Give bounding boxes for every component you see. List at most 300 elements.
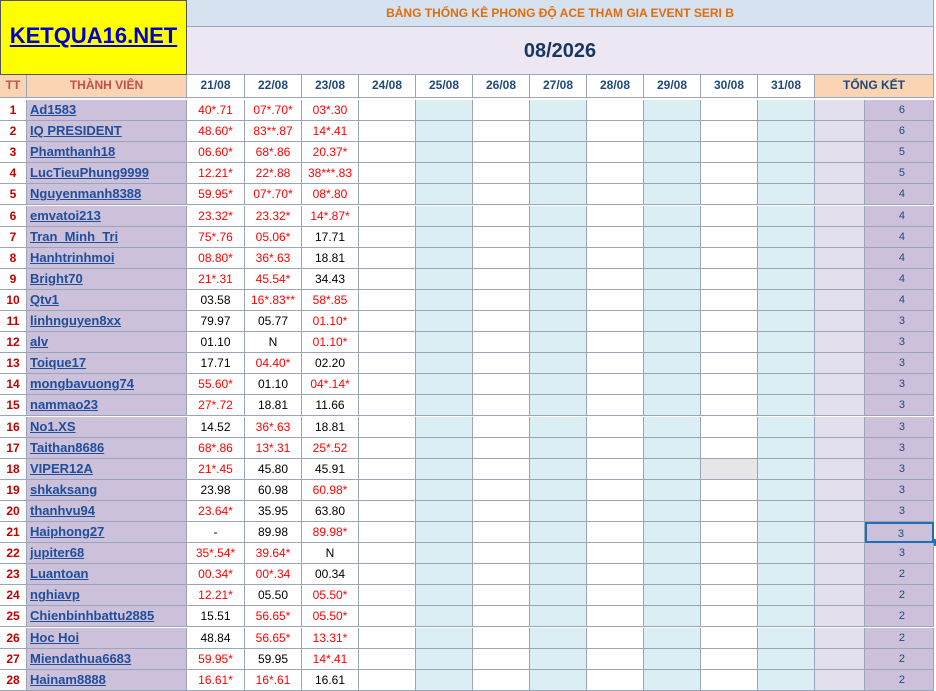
empty-cell[interactable] — [530, 142, 587, 163]
empty-cell[interactable] — [701, 353, 758, 374]
empty-cell[interactable] — [758, 543, 815, 564]
empty-cell[interactable] — [473, 163, 530, 184]
empty-cell[interactable] — [416, 480, 473, 501]
empty-cell[interactable] — [758, 374, 815, 395]
member-link[interactable]: Ad1583 — [30, 102, 77, 117]
total-score[interactable]: 3 — [865, 311, 934, 332]
result-cell[interactable]: 34.43 — [302, 269, 359, 290]
empty-cell[interactable] — [416, 269, 473, 290]
empty-cell[interactable] — [359, 332, 416, 353]
empty-cell[interactable] — [359, 353, 416, 374]
member-name[interactable] — [27, 459, 187, 480]
total-score[interactable]: 3 — [865, 480, 934, 501]
result-cell[interactable]: 01.10* — [302, 311, 359, 332]
empty-cell[interactable] — [701, 395, 758, 416]
empty-cell[interactable] — [758, 480, 815, 501]
member-link[interactable]: Luantoan — [30, 566, 89, 582]
total-score[interactable]: 5 — [865, 142, 934, 163]
total-blank-cell[interactable] — [815, 564, 865, 585]
empty-cell[interactable] — [644, 522, 701, 543]
empty-cell[interactable] — [758, 628, 815, 649]
member-link[interactable]: nghiavp — [30, 587, 80, 603]
total-score[interactable]: 3 — [865, 417, 934, 438]
result-cell[interactable]: 12.21* — [187, 163, 245, 184]
result-cell[interactable]: 45.80 — [245, 459, 302, 480]
member-link[interactable]: Qtv1 — [30, 291, 59, 307]
empty-cell[interactable] — [359, 606, 416, 627]
result-cell[interactable]: 21*.45 — [187, 459, 245, 480]
empty-cell[interactable] — [644, 564, 701, 585]
empty-cell[interactable] — [701, 121, 758, 142]
result-cell[interactable]: 48.60* — [187, 121, 245, 142]
member-link[interactable]: thanhvu94 — [30, 502, 96, 518]
result-cell[interactable]: 14.52 — [187, 417, 245, 438]
result-cell[interactable]: 17.71 — [302, 227, 359, 248]
member-name[interactable] — [27, 438, 187, 459]
empty-cell[interactable] — [587, 670, 644, 691]
empty-cell[interactable] — [530, 184, 587, 205]
member-link[interactable]: LucTieuPhung9999 — [30, 165, 149, 181]
empty-cell[interactable] — [416, 395, 473, 416]
total-blank-cell[interactable] — [815, 332, 865, 353]
result-cell[interactable]: 48.84 — [187, 628, 245, 649]
empty-cell[interactable] — [530, 417, 587, 438]
total-score[interactable]: 4 — [865, 227, 934, 248]
empty-cell[interactable] — [587, 438, 644, 459]
member-name[interactable] — [27, 269, 187, 290]
empty-cell[interactable] — [644, 417, 701, 438]
empty-cell[interactable] — [416, 142, 473, 163]
total-score[interactable]: 6 — [865, 100, 934, 121]
result-cell[interactable]: 05.50* — [302, 585, 359, 606]
empty-cell[interactable] — [701, 248, 758, 269]
empty-cell[interactable] — [473, 269, 530, 290]
result-cell[interactable]: 23.32* — [245, 206, 302, 227]
result-cell[interactable]: 68*.86 — [187, 438, 245, 459]
empty-cell[interactable] — [416, 332, 473, 353]
member-link[interactable]: linhnguyen8xx — [30, 313, 122, 328]
member-name[interactable] — [27, 290, 187, 311]
total-score[interactable]: 2 — [865, 628, 934, 649]
member-name[interactable] — [27, 206, 187, 227]
empty-cell[interactable] — [416, 290, 473, 311]
result-cell[interactable]: 05.77 — [245, 311, 302, 332]
empty-cell[interactable] — [701, 290, 758, 311]
empty-cell[interactable] — [644, 332, 701, 353]
member-name[interactable] — [27, 417, 187, 438]
total-blank-cell[interactable] — [815, 142, 865, 163]
empty-cell[interactable] — [359, 417, 416, 438]
member-link[interactable]: nammao23 — [30, 397, 98, 413]
empty-cell[interactable] — [359, 227, 416, 248]
member-link[interactable]: No1.XS — [30, 418, 76, 434]
empty-cell[interactable] — [644, 227, 701, 248]
member-link[interactable]: Hoc Hoi — [30, 629, 80, 645]
result-cell[interactable]: 79.97 — [187, 311, 245, 332]
empty-cell[interactable] — [644, 606, 701, 627]
empty-cell[interactable] — [587, 332, 644, 353]
total-blank-cell[interactable] — [815, 628, 865, 649]
member-link[interactable]: jupiter68 — [30, 545, 85, 561]
empty-cell[interactable] — [587, 290, 644, 311]
member-name[interactable] — [27, 100, 187, 121]
result-cell[interactable]: 04*.14* — [302, 374, 359, 395]
total-blank-cell[interactable] — [815, 480, 865, 501]
result-cell[interactable]: 15.51 — [187, 606, 245, 627]
member-link[interactable]: Toique17 — [30, 355, 87, 371]
empty-cell[interactable] — [530, 585, 587, 606]
empty-cell[interactable] — [530, 480, 587, 501]
result-cell[interactable]: 59.95 — [245, 649, 302, 670]
member-link[interactable]: Nguyenmanh8388 — [30, 186, 142, 202]
member-name[interactable] — [27, 121, 187, 142]
total-score[interactable]: 3 — [865, 522, 934, 543]
empty-cell[interactable] — [473, 543, 530, 564]
empty-cell[interactable] — [473, 290, 530, 311]
empty-cell[interactable] — [587, 522, 644, 543]
result-cell[interactable]: 08*.80 — [302, 184, 359, 205]
empty-cell[interactable] — [701, 480, 758, 501]
empty-cell[interactable] — [758, 564, 815, 585]
empty-cell[interactable] — [644, 585, 701, 606]
member-name[interactable] — [27, 628, 187, 649]
empty-cell[interactable] — [701, 332, 758, 353]
empty-cell[interactable] — [359, 649, 416, 670]
empty-cell[interactable] — [530, 290, 587, 311]
empty-cell[interactable] — [644, 269, 701, 290]
empty-cell[interactable] — [359, 184, 416, 205]
member-name[interactable] — [27, 163, 187, 184]
member-link[interactable]: Phamthanh18 — [30, 144, 116, 160]
empty-cell[interactable] — [530, 395, 587, 416]
empty-cell[interactable] — [587, 417, 644, 438]
member-name[interactable] — [27, 543, 187, 564]
total-blank-cell[interactable] — [815, 269, 865, 290]
result-cell[interactable]: 39.64* — [245, 543, 302, 564]
empty-cell[interactable] — [644, 501, 701, 522]
result-cell[interactable]: 16*.61 — [245, 670, 302, 691]
empty-cell[interactable] — [530, 332, 587, 353]
empty-cell[interactable] — [473, 121, 530, 142]
empty-cell[interactable] — [758, 290, 815, 311]
total-blank-cell[interactable] — [815, 649, 865, 670]
member-name[interactable] — [27, 670, 187, 691]
total-score[interactable]: 3 — [865, 501, 934, 522]
empty-cell[interactable] — [758, 142, 815, 163]
empty-cell[interactable] — [359, 459, 416, 480]
empty-cell[interactable] — [416, 311, 473, 332]
empty-cell[interactable] — [416, 585, 473, 606]
empty-cell[interactable] — [758, 227, 815, 248]
result-cell[interactable]: 16*.83** — [245, 290, 302, 311]
member-name[interactable] — [27, 374, 187, 395]
empty-cell[interactable] — [644, 543, 701, 564]
empty-cell[interactable] — [587, 311, 644, 332]
empty-cell[interactable] — [530, 649, 587, 670]
empty-cell[interactable] — [758, 585, 815, 606]
empty-cell[interactable] — [587, 100, 644, 121]
empty-cell[interactable] — [701, 649, 758, 670]
member-link[interactable]: Bright70 — [30, 270, 83, 286]
total-score[interactable]: 3 — [865, 543, 934, 564]
empty-cell[interactable] — [416, 501, 473, 522]
empty-cell[interactable] — [359, 290, 416, 311]
empty-cell[interactable] — [530, 206, 587, 227]
member-name[interactable] — [27, 353, 187, 374]
empty-cell[interactable] — [758, 269, 815, 290]
result-cell[interactable]: 18.81 — [302, 417, 359, 438]
empty-cell[interactable] — [359, 269, 416, 290]
member-name[interactable] — [27, 332, 187, 353]
result-cell[interactable]: 16.61* — [187, 670, 245, 691]
total-blank-cell[interactable] — [815, 100, 865, 121]
empty-cell[interactable] — [530, 121, 587, 142]
total-blank-cell[interactable] — [815, 438, 865, 459]
empty-cell[interactable] — [587, 142, 644, 163]
result-cell[interactable]: 20.37* — [302, 142, 359, 163]
total-blank-cell[interactable] — [815, 417, 865, 438]
empty-cell[interactable] — [473, 184, 530, 205]
empty-cell[interactable] — [473, 311, 530, 332]
total-blank-cell[interactable] — [815, 459, 865, 480]
empty-cell[interactable] — [587, 459, 644, 480]
result-cell[interactable]: 60.98 — [245, 480, 302, 501]
empty-cell[interactable] — [530, 459, 587, 480]
empty-cell[interactable] — [530, 606, 587, 627]
result-cell[interactable]: 18.81 — [302, 248, 359, 269]
total-score[interactable]: 2 — [865, 606, 934, 627]
empty-cell[interactable] — [359, 248, 416, 269]
result-cell[interactable]: 27*.72 — [187, 395, 245, 416]
total-score[interactable]: 3 — [865, 459, 934, 480]
member-name[interactable] — [27, 142, 187, 163]
total-score[interactable]: 4 — [865, 206, 934, 227]
result-cell[interactable]: 38***.83 — [302, 163, 359, 184]
empty-cell[interactable] — [359, 374, 416, 395]
empty-cell[interactable] — [473, 248, 530, 269]
empty-cell[interactable] — [473, 438, 530, 459]
member-name[interactable] — [27, 311, 187, 332]
total-blank-cell[interactable] — [815, 606, 865, 627]
empty-cell[interactable] — [530, 311, 587, 332]
empty-cell[interactable] — [701, 311, 758, 332]
result-cell[interactable]: 14*.41 — [302, 649, 359, 670]
total-score[interactable]: 3 — [865, 438, 934, 459]
empty-cell[interactable] — [473, 395, 530, 416]
empty-cell[interactable] — [473, 374, 530, 395]
empty-cell[interactable] — [701, 374, 758, 395]
result-cell[interactable]: 03.58 — [187, 290, 245, 311]
empty-cell[interactable] — [359, 522, 416, 543]
result-cell[interactable]: 23.64* — [187, 501, 245, 522]
total-blank-cell[interactable] — [815, 395, 865, 416]
member-link[interactable]: mongbavuong74 — [30, 376, 135, 392]
empty-cell[interactable] — [644, 353, 701, 374]
empty-cell[interactable] — [644, 628, 701, 649]
result-cell[interactable]: 12.21* — [187, 585, 245, 606]
empty-cell[interactable] — [587, 269, 644, 290]
empty-cell[interactable] — [701, 100, 758, 121]
total-score[interactable]: 3 — [865, 395, 934, 416]
result-cell[interactable]: - — [187, 522, 245, 543]
empty-cell[interactable] — [587, 628, 644, 649]
empty-cell[interactable] — [530, 227, 587, 248]
empty-cell[interactable] — [473, 649, 530, 670]
total-blank-cell[interactable] — [815, 585, 865, 606]
empty-cell[interactable] — [587, 121, 644, 142]
empty-cell[interactable] — [359, 585, 416, 606]
empty-cell[interactable] — [473, 501, 530, 522]
empty-cell[interactable] — [530, 353, 587, 374]
empty-cell[interactable] — [644, 311, 701, 332]
empty-cell[interactable] — [530, 522, 587, 543]
empty-cell[interactable] — [587, 184, 644, 205]
empty-cell[interactable] — [416, 543, 473, 564]
total-blank-cell[interactable] — [815, 227, 865, 248]
total-score[interactable]: 2 — [865, 585, 934, 606]
site-logo[interactable] — [0, 0, 187, 75]
result-cell[interactable]: 89.98* — [302, 522, 359, 543]
member-link[interactable]: IQ PRESIDENT — [30, 123, 122, 139]
empty-cell[interactable] — [587, 564, 644, 585]
total-score[interactable]: 3 — [865, 353, 934, 374]
empty-cell[interactable] — [416, 184, 473, 205]
member-link[interactable]: Tran_Minh_Tri — [30, 228, 119, 244]
empty-cell[interactable] — [530, 100, 587, 121]
empty-cell[interactable] — [359, 501, 416, 522]
result-cell[interactable]: 05.50 — [245, 585, 302, 606]
empty-cell[interactable] — [701, 142, 758, 163]
empty-cell[interactable] — [416, 163, 473, 184]
empty-cell[interactable] — [758, 606, 815, 627]
empty-cell[interactable] — [701, 628, 758, 649]
empty-cell[interactable] — [416, 459, 473, 480]
empty-cell[interactable] — [701, 269, 758, 290]
empty-cell[interactable] — [758, 417, 815, 438]
empty-cell[interactable] — [359, 480, 416, 501]
empty-cell[interactable] — [758, 353, 815, 374]
result-cell[interactable]: 17.71 — [187, 353, 245, 374]
result-cell[interactable]: 35*.54* — [187, 543, 245, 564]
result-cell[interactable]: 13.31* — [302, 628, 359, 649]
empty-cell[interactable] — [359, 100, 416, 121]
total-blank-cell[interactable] — [815, 206, 865, 227]
total-score[interactable]: 4 — [865, 248, 934, 269]
empty-cell[interactable] — [416, 628, 473, 649]
total-score[interactable]: 4 — [865, 184, 934, 205]
empty-cell[interactable] — [587, 480, 644, 501]
empty-cell[interactable] — [758, 522, 815, 543]
empty-cell[interactable] — [644, 649, 701, 670]
empty-cell[interactable] — [473, 353, 530, 374]
total-blank-cell[interactable] — [815, 374, 865, 395]
result-cell[interactable]: 45.54* — [245, 269, 302, 290]
result-cell[interactable]: 25*.52 — [302, 438, 359, 459]
result-cell[interactable]: 06.60* — [187, 142, 245, 163]
empty-cell[interactable] — [701, 438, 758, 459]
empty-cell[interactable] — [587, 501, 644, 522]
empty-cell[interactable] — [530, 374, 587, 395]
empty-cell[interactable] — [416, 417, 473, 438]
empty-cell[interactable] — [473, 459, 530, 480]
empty-cell[interactable] — [644, 121, 701, 142]
result-cell[interactable]: 01.10 — [245, 374, 302, 395]
result-cell[interactable]: 22*.88 — [245, 163, 302, 184]
result-cell[interactable]: 45.91 — [302, 459, 359, 480]
member-name[interactable] — [27, 248, 187, 269]
empty-cell[interactable] — [416, 206, 473, 227]
result-cell[interactable]: 00.34* — [187, 564, 245, 585]
empty-cell[interactable] — [473, 564, 530, 585]
empty-cell[interactable] — [587, 543, 644, 564]
empty-cell[interactable] — [587, 353, 644, 374]
result-cell[interactable]: 16.61 — [302, 670, 359, 691]
total-score[interactable]: 4 — [865, 269, 934, 290]
total-score[interactable]: 4 — [865, 290, 934, 311]
member-link[interactable]: Hainam8888 — [30, 671, 106, 687]
member-name[interactable] — [27, 564, 187, 585]
result-cell[interactable]: 05.50* — [302, 606, 359, 627]
member-name[interactable] — [27, 585, 187, 606]
result-cell[interactable]: 63.80 — [302, 501, 359, 522]
result-cell[interactable]: 36*.63 — [245, 248, 302, 269]
empty-cell[interactable] — [359, 564, 416, 585]
member-link[interactable]: VIPER12A — [30, 460, 93, 476]
result-cell[interactable]: 58*.85 — [302, 290, 359, 311]
total-blank-cell[interactable] — [815, 543, 865, 564]
result-cell[interactable]: 01.10* — [302, 332, 359, 353]
result-cell[interactable]: 59.95* — [187, 649, 245, 670]
result-cell[interactable]: 60.98* — [302, 480, 359, 501]
empty-cell[interactable] — [473, 142, 530, 163]
empty-cell[interactable] — [530, 670, 587, 691]
member-link[interactable]: alv — [30, 334, 49, 350]
empty-cell[interactable] — [530, 163, 587, 184]
empty-cell[interactable] — [644, 395, 701, 416]
total-score[interactable]: 5 — [865, 163, 934, 184]
result-cell[interactable]: 03*.30 — [302, 100, 359, 121]
member-name[interactable] — [27, 606, 187, 627]
empty-cell[interactable] — [473, 522, 530, 543]
result-cell[interactable]: 55.60* — [187, 374, 245, 395]
total-blank-cell[interactable] — [815, 121, 865, 142]
total-score[interactable]: 6 — [865, 121, 934, 142]
empty-cell[interactable] — [587, 163, 644, 184]
total-blank-cell[interactable] — [815, 353, 865, 374]
total-blank-cell[interactable] — [815, 248, 865, 269]
empty-cell[interactable] — [587, 395, 644, 416]
empty-cell[interactable] — [758, 649, 815, 670]
total-blank-cell[interactable] — [815, 163, 865, 184]
empty-cell[interactable] — [416, 438, 473, 459]
result-cell[interactable]: 14*.41 — [302, 121, 359, 142]
empty-cell[interactable] — [416, 564, 473, 585]
empty-cell[interactable] — [644, 142, 701, 163]
total-score[interactable]: 2 — [865, 564, 934, 585]
empty-cell[interactable] — [701, 585, 758, 606]
empty-cell[interactable] — [701, 501, 758, 522]
member-link[interactable]: emvatoi213 — [30, 207, 101, 223]
empty-cell[interactable] — [587, 585, 644, 606]
empty-cell[interactable] — [587, 206, 644, 227]
total-score[interactable]: 3 — [865, 332, 934, 353]
empty-cell[interactable] — [530, 543, 587, 564]
total-blank-cell[interactable] — [815, 522, 865, 543]
empty-cell[interactable] — [758, 332, 815, 353]
result-cell[interactable]: 59.95* — [187, 184, 245, 205]
empty-cell[interactable] — [416, 374, 473, 395]
empty-cell[interactable] — [359, 311, 416, 332]
